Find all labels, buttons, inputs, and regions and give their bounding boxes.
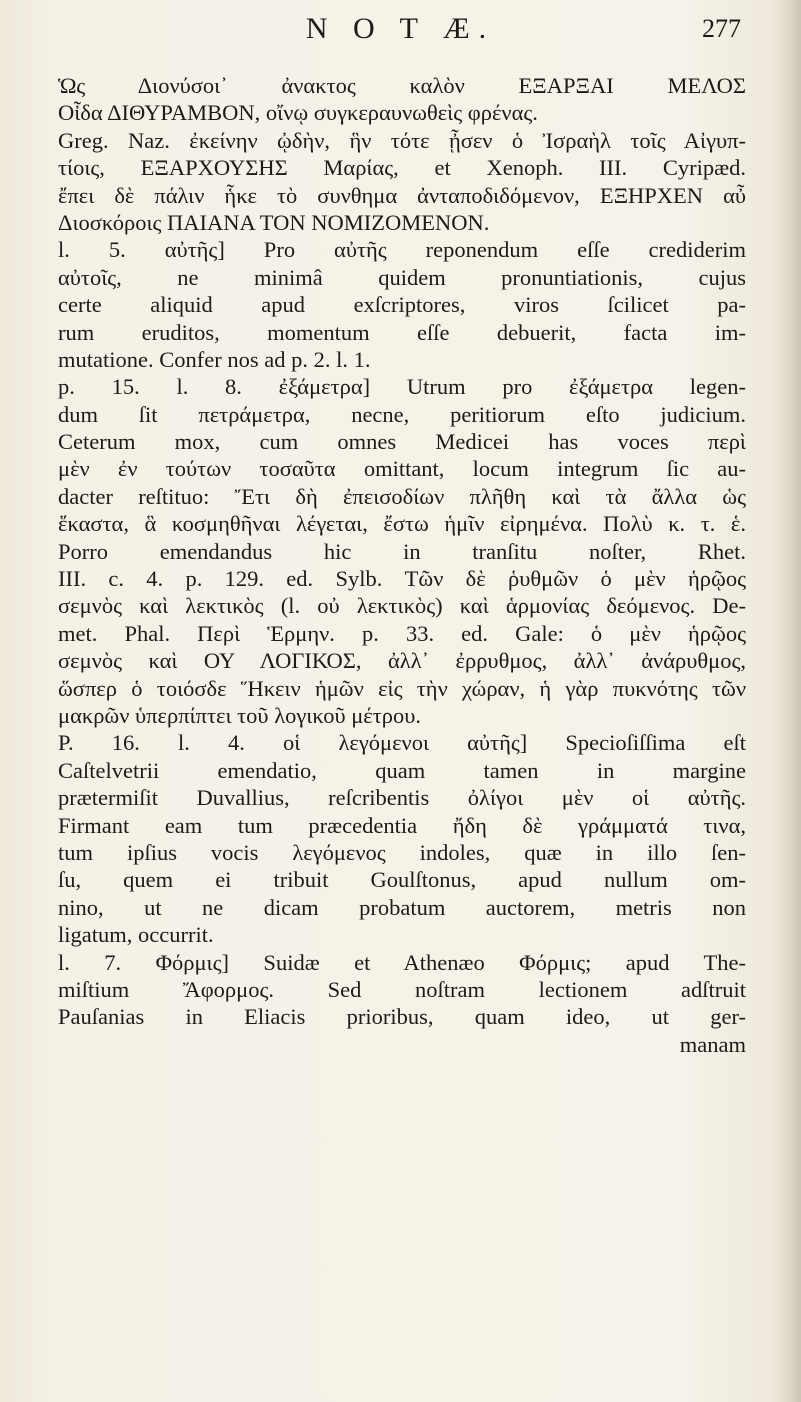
page-edge-shadow [773,0,801,1402]
text-line: mutatione. Confer nos ad p. 2. l. 1. [58,346,371,372]
text-line: τίοις, ΕΞΑΡΧΟΥΣΗΣ Μαρίας, et Xenoph. III. Cyripæd. [58,155,746,181]
running-head-title: N O T Æ. [305,12,496,45]
text-line: Διοσκόροις ΠΑΙΑΝΑ ΤΟΝ NOMIZOMENON. [58,209,490,235]
text-line: nino, ut ne dicam probatum auctorem, metris non [58,894,746,920]
text-line: Ceterum mox, cum omnes Medicei has voces περὶ [58,429,746,455]
text-line: rum eruditos, momentum eſſe debuerit, facta im- [58,319,746,345]
text-line: ὥσπερ ὁ τοιόσδε Ἥκειν ἡμῶν εἰς τὴν χώραν, ἡ γὰρ πυκνότης τῶν [58,675,746,701]
running-head [0,12,801,52]
page-number: 277 [702,14,741,43]
text-line: ἔπει δὲ πάλιν ἧκε τὸ συνθημα ἀνταποδιδόμενον, ΕΞΗΡΧΕΝ αὖ [58,182,746,208]
text-line: Caſtelvetrii emendatio, quam tamen in margine [58,757,746,783]
text-line: σεμνὸς καὶ λεκτικὸς (l. οὐ λεκτικὸς) καὶ ἁρμονίας δεόμενος. De- [58,593,746,619]
notes-body [58,72,746,1058]
text-line: miſtium Ἄφορμος. Sed noſtram lectionem adſtruit [58,976,746,1002]
text-line: Οἶδα ΔΙΘΥΡΑΜΒΟΝ, οἴνῳ συγκεραυνωθεὶς φρένας. [58,100,538,126]
text-line: l. 5. αὐτῆς] Pro αὐτῆς reponendum eſſe crediderim [58,237,746,263]
text-line: ἕκαστα, ἃ κοσμηθῆναι λέγεται, ἔστω ἡμῖν εἰρημένα. Πολὺ κ. τ. ἑ. [58,511,746,537]
text-line: Pauſanias in Eliacis prioribus, quam ideo, ut ger- [58,1004,746,1030]
text-line: Porro emendandus hic in tranſitu noſter, Rhet. [58,538,746,564]
text-line: P. 16. l. 4. οἱ λεγόμενοι αὐτῆς] Specioſiſſima eſt [58,730,746,756]
text-line: l. 7. Φόρμις] Suidæ et Athenæo Φόρμις; apud The- [58,949,746,975]
text-line: Greg. Naz. ἐκείνην ᾠδὴν, ἣν τότε ᾖσεν ὁ Ἰσραὴλ τοῖς Αἰγυπ- [58,127,746,153]
text-line: prætermiſit Duvallius, reſcribentis ὀλίγοι μὲν οἱ αὐτῆς. [58,785,746,811]
text-line: Firmant eam tum præcedentia ἤδη δὲ γράμματά τινα, [58,812,746,838]
text-line: ſu, quem ei tribuit Goulſtonus, apud nullum om- [58,867,746,893]
text-line: certe aliquid apud exſcriptores, viros ſcilicet pa- [58,292,746,318]
text-line: σεμνὸς καὶ ΟΥ ΛΟΓΙΚΟΣ, ἀλλ᾽ ἐρρυθμος, ἀλλ᾽ ἀνάρυθμος, [58,648,746,674]
text-line: met. Phal. Περὶ Ἑρμην. p. 33. ed. Gale: ὁ μὲν ἡρῷος [58,620,746,646]
text-line: p. 15. l. 8. ἐξάμετρα] Utrum pro ἐξάμετρα legen- [58,374,746,400]
text-line: dacter reſtituo: Ἔτι δὴ ἐπεισοδίων πλῆθη καὶ τὰ ἄλλα ὡς [58,483,746,509]
text-line: μακρῶν ὑπερπίπτει τοῦ λογικοῦ μέτρου. [58,702,422,728]
text-line: Ὡς Διονύσοι᾽ ἀνακτος καλὸν ΕΞΑΡΞΑΙ ΜΕΛΟΣ [58,73,746,98]
text-line: ligatum, occurrit. [58,922,214,948]
text-line: αὐτοῖς, ne minimâ quidem pronuntiationis, cujus [58,264,746,290]
catchword: manam [679,1031,746,1057]
text-line: tum ipſius vocis λεγόμενος indoles, quæ in illo ſen- [58,839,746,865]
text-line: dum ſit πετράμετρα, necne, peritiorum eſto judicium. [58,401,746,427]
text-line: μὲν ἐν τούτων τοσαῦτα omittant, locum integrum ſic au- [58,456,746,482]
text-line: III. c. 4. p. 129. ed. Sylb. Τῶν δὲ ῥυθμῶν ὁ μὲν ἡρῷος [58,566,746,592]
